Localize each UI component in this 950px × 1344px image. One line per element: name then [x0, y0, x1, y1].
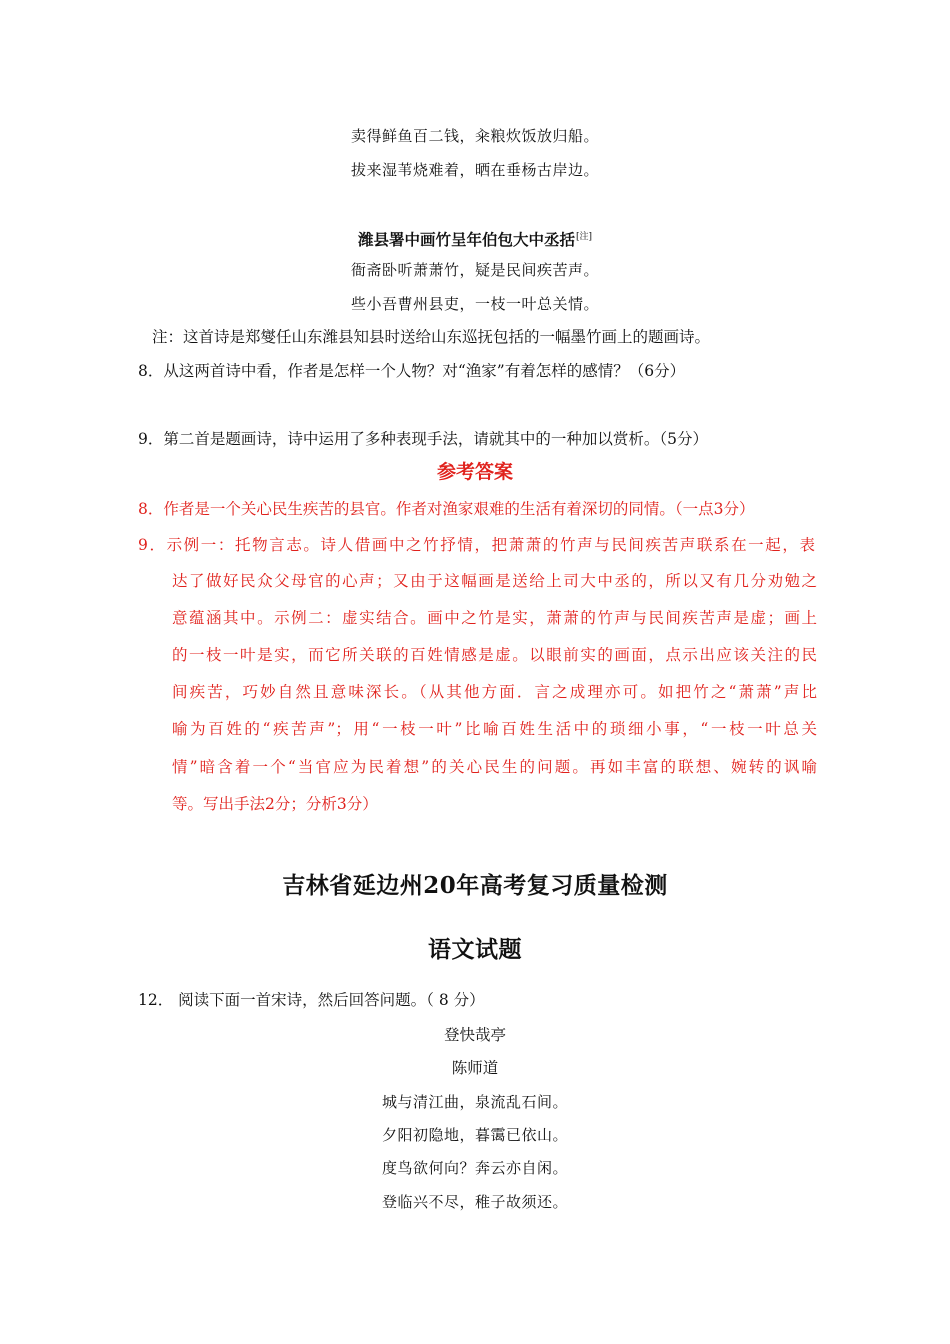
answer-9-line-6: 喻为百姓的“疾苦声”；用“一枝一叶”比喻百姓生活中的琐细小事，“一枝一叶总关 — [172, 720, 817, 738]
poem1-line-1: 卖得鲜鱼百二钱，籴粮炊饭放归船。 — [350, 127, 599, 145]
answer-9-line-5: 间疾苦，巧妙自然且意味深长。（从其他方面．言之成理亦可。如把竹之“萧萧”声比 — [172, 683, 817, 701]
poem3-line-4: 登临兴不尽，稚子故须还。 — [381, 1193, 568, 1211]
answer-9-line-2: 达了做好民众父母官的心声；又由于这幅画是送给上司大中丞的，所以又有几分劝勉之 — [172, 572, 817, 590]
poem1-line-2: 拔来湿苇烧难着，晒在垂杨古岸边。 — [350, 161, 599, 179]
answer-heading: 参考答案 — [436, 461, 513, 483]
poem3-title: 登快哉亭 — [443, 1026, 506, 1044]
exam-title: 吉林省延边州20年高考复习质量检测 — [282, 872, 668, 899]
answer-8: 8．作者是一个关心民生疾苦的县官。作者对渔家艰难的生活有着深切的同情。（一点3分） — [138, 500, 755, 518]
answer-9-line-4: 的一枝一叶是实，而它所关联的百姓情感是虚。以眼前实的画面，点示出应该关注的民 — [172, 646, 817, 664]
poem2-title — [0, 226, 950, 251]
poem3-line-3: 度鸟欲何向？奔云亦自闲。 — [381, 1159, 568, 1177]
exam-subtitle: 语文试题 — [428, 936, 522, 963]
poem2-note-mark: [注] — [575, 232, 593, 242]
question-12: 12． 阅读下面一首宋诗，然后回答问题。（ 8 分） — [138, 991, 485, 1009]
answer-9-line-8: 等。写出手法2分；分析3分） — [172, 795, 378, 813]
poem2-note: 注：这首诗是郑燮任山东潍县知县时送给山东巡抚包括的一幅墨竹画上的题画诗。 — [152, 328, 711, 346]
poem2-line-2: 些小吾曹州县吏，一枝一叶总关情。 — [350, 295, 599, 313]
answer-9-line-3: 意蕴涵其中。示例二：虚实结合。画中之竹是实，萧萧的竹声与民间疾苦声是虚；画上 — [172, 609, 817, 627]
poem3-line-1: 城与清江曲，泉流乱石间。 — [381, 1093, 568, 1111]
poem3-author: 陈师道 — [451, 1059, 499, 1077]
answer-9-line-7: 情”暗含着一个“当官应为民着想”的关心民生的问题。再如丰富的联想、婉转的讽喻 — [172, 758, 817, 776]
question-8: 8．从这两首诗中看，作者是怎样一个人物？对“渔家”有着怎样的感情？（6分） — [138, 362, 686, 380]
poem3-line-2: 夕阳初隐地，暮霭已依山。 — [381, 1126, 568, 1144]
poem2-title-text: 潍县署中画竹呈年伯包大中丞括 — [357, 231, 575, 250]
question-9: 9．第二首是题画诗，诗中运用了多种表现手法，请就其中的一种加以赏析。（5分） — [138, 430, 708, 448]
poem2-line-1: 衙斋卧听萧萧竹，疑是民间疾苦声。 — [350, 261, 599, 279]
answer-9-line-1: 9．示例一：托物言志。诗人借画中之竹抒情，把萧萧的竹声与民间疾苦声联系在一起，表 — [138, 536, 815, 554]
